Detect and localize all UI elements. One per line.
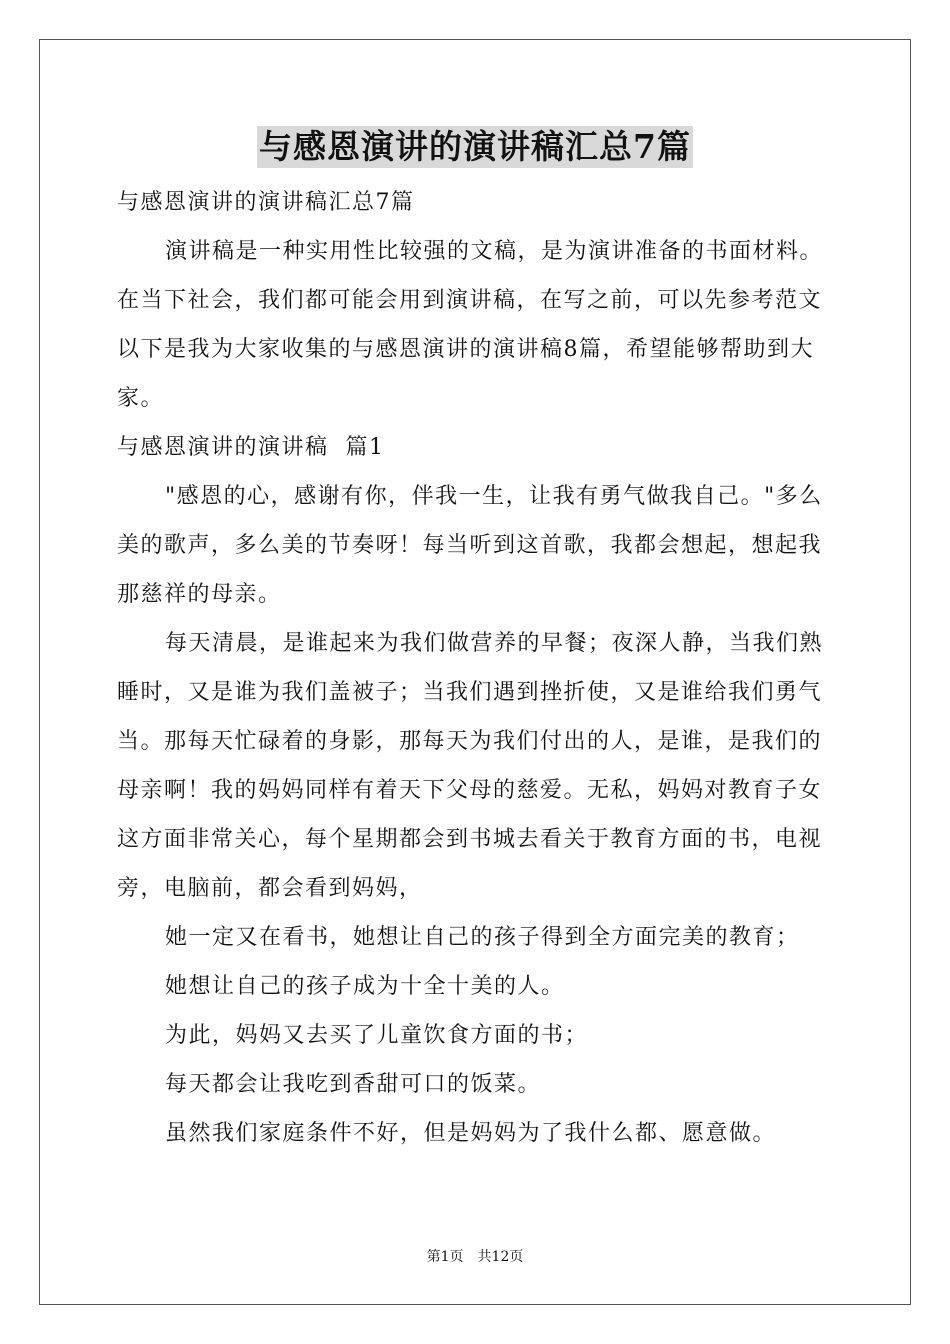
intro-paragraph xyxy=(117,227,835,423)
short-paragraph: 为此，妈妈又去买了儿童饮食方面的书； xyxy=(165,1023,589,1048)
short-paragraph: 虽然我们家庭条件不好，但是妈妈为了我什么都、愿意做。 xyxy=(165,1121,777,1146)
paragraph-line: 旁，电脑前，都会看到妈妈， xyxy=(117,876,423,901)
document-title: 与感恩演讲的演讲稿汇总7篇 xyxy=(259,127,691,166)
paragraph-1 xyxy=(117,472,835,619)
short-paragraph: 她一定又在看书，她想让自己的孩子得到全方面完美的教育； xyxy=(165,925,800,950)
page-footer xyxy=(0,1248,950,1266)
page-total: 共12页 xyxy=(477,1249,524,1265)
paragraph-line: 美的歌声，多么美的节奏呀！每当听到这首歌，我都会想起，想起我 xyxy=(117,533,823,558)
paragraph-line: 每天清晨，是谁起来为我们做营养的早餐；夜深人静，当我们熟 xyxy=(165,631,824,656)
intro-line: 家。 xyxy=(117,386,165,411)
paragraph-line: 当。那每天忙碌着的身影，那每天为我们付出的人，是谁，是我们的 xyxy=(117,729,823,754)
paragraph-line: 这方面非常关心，每个星期都会到书城去看关于教育方面的书，电视 xyxy=(117,827,823,852)
paragraph-2 xyxy=(117,619,835,913)
paragraph-line: 那慈祥的母亲。 xyxy=(117,582,282,607)
paragraph-line: "感恩的心，感谢有你，伴我一生，让我有勇气做我自己。"多么 xyxy=(165,484,823,509)
paragraph-line: 母亲啊！我的妈妈同样有着天下父母的慈爱。无私，妈妈对教育子女 xyxy=(117,778,823,803)
intro-line: 在当下社会，我们都可能会用到演讲稿，在写之前，可以先参考范文 xyxy=(117,288,823,313)
page-number: 第1页 xyxy=(426,1249,464,1265)
section-heading: 与感恩演讲的演讲稿 篇1 xyxy=(117,435,385,460)
paragraph-line: 睡时，又是谁为我们盖被子；当我们遇到挫折使，又是谁给我们勇气 xyxy=(117,680,823,705)
document-title-wrapper xyxy=(0,126,950,168)
intro-line: 演讲稿是一种实用性比较强的文稿，是为演讲准备的书面材料。 xyxy=(165,239,824,264)
document-subtitle: 与感恩演讲的演讲稿汇总7篇 xyxy=(117,190,415,215)
document-body xyxy=(117,178,835,1158)
intro-line: 以下是我为大家收集的与感恩演讲的演讲稿8篇，希望能够帮助到大 xyxy=(117,337,814,362)
short-paragraph: 每天都会让我吃到香甜可口的饭菜。 xyxy=(165,1072,542,1097)
short-paragraph: 她想让自己的孩子成为十全十美的人。 xyxy=(165,974,565,999)
